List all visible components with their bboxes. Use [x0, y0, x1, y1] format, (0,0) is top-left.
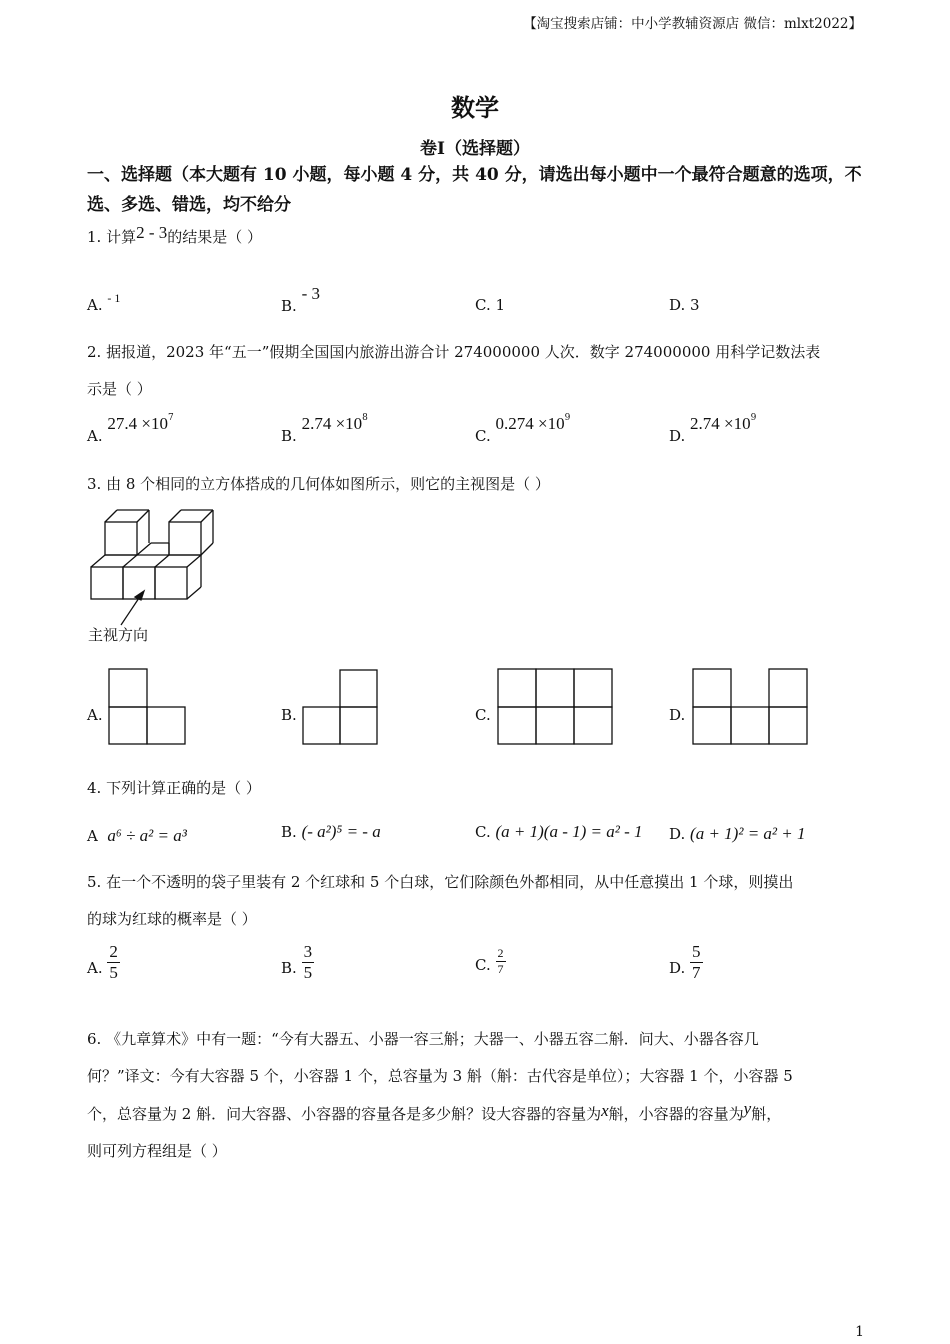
- q3-option-c-figure[interactable]: [496, 667, 616, 747]
- q1-option-d[interactable]: D. 3: [669, 296, 700, 314]
- q4-option-b[interactable]: B. (- a²)⁵ = - a: [281, 822, 381, 841]
- cube-face: [105, 522, 137, 555]
- section-heading: 一、选择题（本大题有 10 小题，每小题 4 分，共 40 分，请选出每小题中一个最符合题意的选项，不选、多选、错选，均不给分: [87, 165, 862, 215]
- q5-option-a[interactable]: A. $\frac{2}{5}$: [87, 942, 118, 982]
- q4-option-c[interactable]: C. (a + 1)(a - 1) = a² - 1: [475, 822, 643, 841]
- paper-subtitle: 卷Ⅰ（选择题）: [420, 139, 530, 159]
- q1-option-c[interactable]: C. 1: [475, 296, 506, 314]
- q5-option-b[interactable]: B. $\frac{3}{5}$: [281, 942, 313, 982]
- q3-option-d-label[interactable]: D.: [669, 706, 686, 724]
- q2-option-b[interactable]: B. $2.74 \times 10^8$: [281, 413, 368, 445]
- view-direction-label: 主视方向: [88, 626, 149, 644]
- q2-option-d[interactable]: D. $2.74 \times 10^9$: [669, 413, 757, 445]
- q3-option-a-figure[interactable]: [108, 668, 188, 748]
- question-4-stem: 4. 下列计算正确的是（ ）: [87, 779, 261, 797]
- page-number: 1: [855, 1324, 864, 1340]
- q3-option-b-label[interactable]: B.: [281, 706, 297, 724]
- q3-option-a-label[interactable]: A.: [87, 706, 103, 724]
- q3-option-c-label[interactable]: C.: [475, 706, 491, 724]
- q3-option-d-figure[interactable]: [691, 667, 811, 747]
- page-title: 数学: [451, 93, 499, 122]
- question-5-stem: 5. 在一个不透明的袋子里装有 2 个红球和 5 个白球，它们除颜色外都相同，从中任意摸出 1 个球，则摸出 的球为红球的概率是（ ）: [87, 873, 794, 928]
- q1-option-b[interactable]: B. - 3: [281, 284, 320, 315]
- question-1-stem: 1. 计算2 - 3的结果是（ ）: [87, 223, 263, 246]
- cube-face: [91, 567, 123, 599]
- q2-option-a[interactable]: A. $27.4 \times 10^7$: [87, 413, 174, 445]
- q1-expression: 2 - 3: [136, 223, 168, 242]
- q3-option-b-figure[interactable]: [302, 668, 382, 748]
- q4-option-d[interactable]: D. (a + 1)² = a² + 1: [669, 824, 806, 843]
- page-header: 【淘宝搜索店铺：中小学教辅资源店 微信：mlxt2022】: [523, 16, 862, 32]
- cube-face: [155, 567, 187, 599]
- cube-face: [169, 522, 201, 555]
- q5-option-c[interactable]: C. $\frac{2}{7}$: [475, 946, 504, 976]
- question-3-stem: 3. 由 8 个相同的立方体搭成的几何体如图所示，则它的主视图是（ ）: [87, 475, 550, 493]
- q2-option-c[interactable]: C. $0.274 \times 10^9$: [475, 413, 571, 445]
- q4-option-a[interactable]: A a⁶ ÷ a² = a³: [87, 826, 187, 845]
- q5-option-d[interactable]: D. $\frac{5}{7}$: [669, 942, 701, 982]
- question-6-stem: 6. 《九章算术》中有一题：“今有大器五、小器一容三斛；大器一、小器五容二斛．问大、小器各容几 何？”译文：今有大容器 5 个，小容器 1 个，总容量为 3 斛（斛：古代容是单位）；大容器 1 个，小容器 5 个，总容量为 2 斛．问大容器、小容器的容量各是多少斛？设大容器的容量为x斛，小容器的容量为y斛， 则可列方程组是（ ）: [87, 1030, 793, 1160]
- question-2-stem: 2. 据报道，2023 年“五一”假期全国国内旅游出游合计 274000000 人次．数字 274000000 用科学记数法表 示是（ ）: [87, 343, 821, 398]
- q1-option-a[interactable]: A. $^{- 1}$: [87, 291, 121, 314]
